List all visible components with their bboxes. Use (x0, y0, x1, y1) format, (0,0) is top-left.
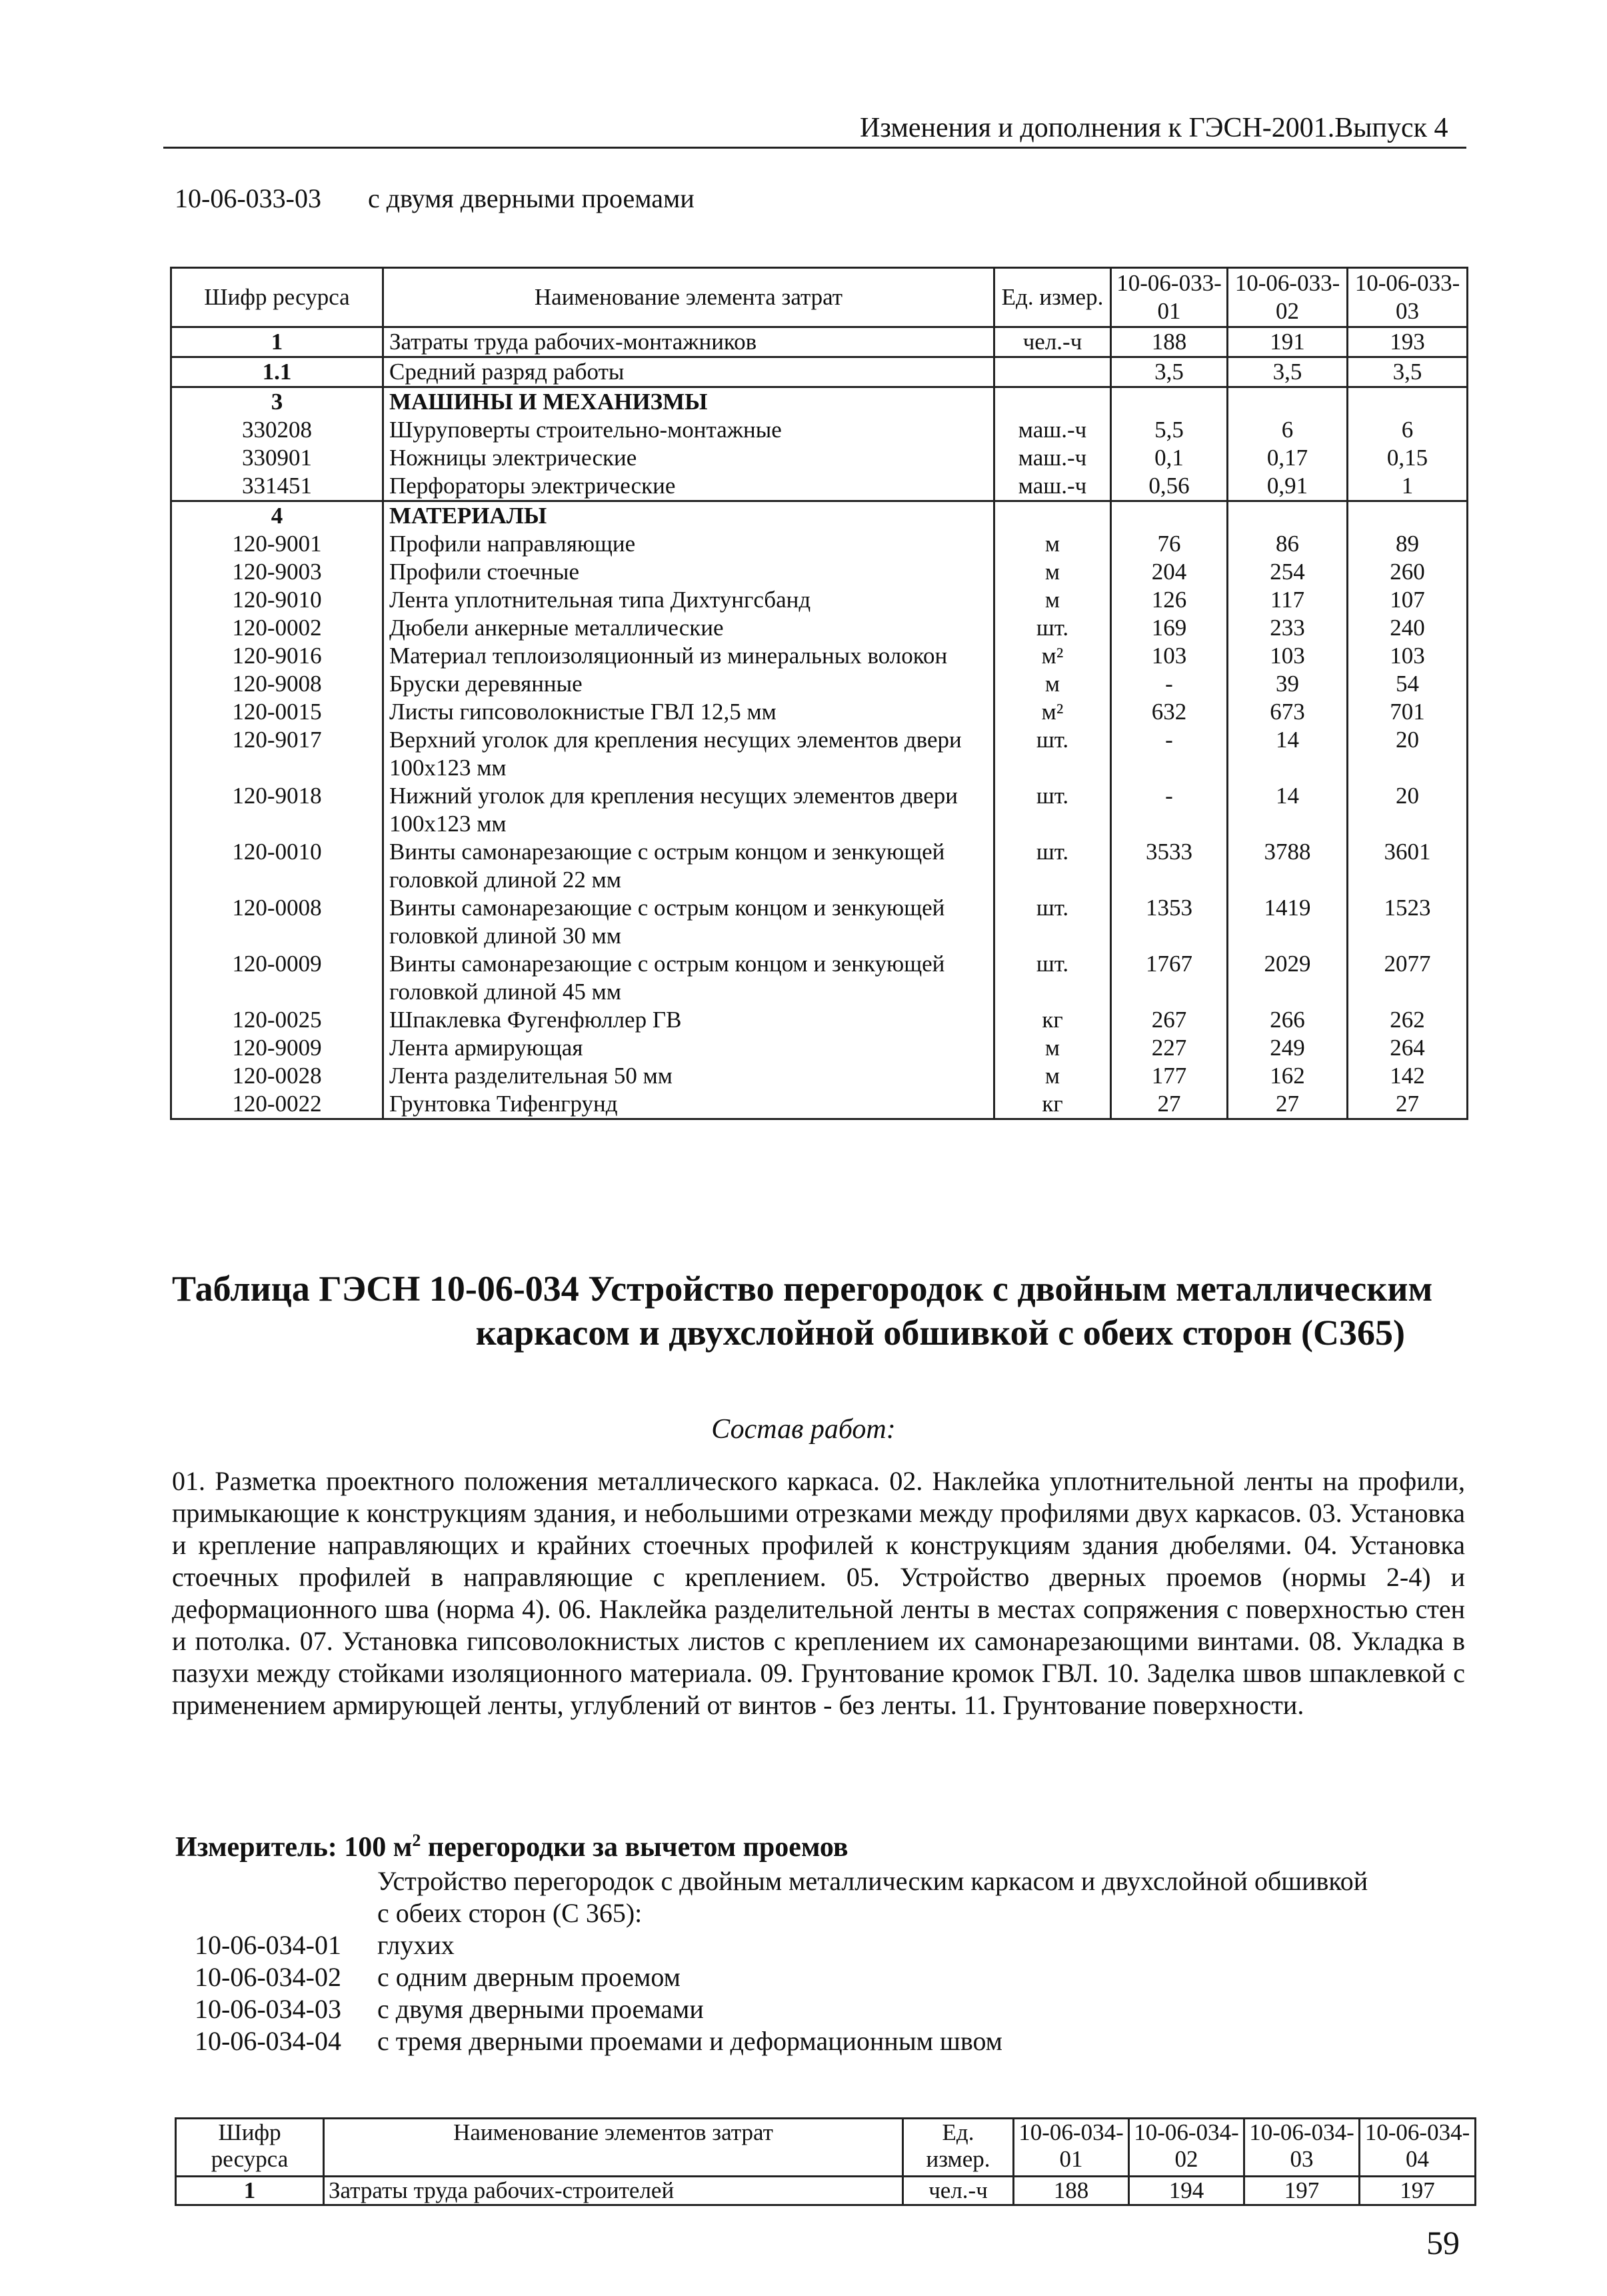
resource-value: 169 (1111, 614, 1228, 642)
resource-name: Профили стоечные (383, 558, 994, 586)
resource-code: 331451 (171, 472, 383, 501)
resource-code: 120-0010 (171, 838, 383, 894)
resource-name: Винты самонарезающие с острым концом и зенкующей головкой длиной 30 мм (383, 894, 994, 950)
column-header: 10-06-033-03 (1348, 268, 1468, 327)
resource-name: Шпаклевка Фугенфюллер ГВ (383, 1006, 994, 1034)
section-row (171, 501, 1468, 531)
resource-unit: м² (994, 642, 1111, 670)
resource-value: 27 (1348, 1090, 1468, 1119)
resource-code: 120-0028 (171, 1062, 383, 1090)
table-row (171, 950, 1468, 1006)
variant-description: с тремя дверными проемами и деформационным швом (377, 2026, 1002, 2056)
resource-value: 249 (1228, 1034, 1348, 1062)
resource-value: 89 (1348, 530, 1468, 558)
table-row (171, 782, 1468, 838)
measure-prefix: Измеритель: 100 м (175, 1832, 413, 1863)
composition-text: 01. Разметка проектного положения металлического каркаса. 02. Наклейка уплотнительной ленты на профили, примыкающие к конструкциям здания, и небольшими отрезками между профилями двух каркасов. 03. Установка и крепление направляющих и крайних стоечных профилей к конструкциям здания дюбелями. 04. Установка стоечных профилей в направляющие с креплением. 05. Устройство дверных проемов (нормы 2-4) и деформационного шва (норма 4). 06. Наклейка разделительной ленты в местах сопряжения с поверхностью стен и потолка. 07. Установка гипсоволокнистых листов с креплением их самонарезающими винтами. 08. Укладка в пазухи между стойками изоляционного материала. 09. Грунтование кромок ГВЛ. 10. Заделка швов шпаклевкой с применением армирующей ленты, углублений от винтов - без ленты. 11. Грунтование поверхности. (172, 1466, 1465, 1720)
resource-value: 254 (1228, 558, 1348, 586)
resource-name: Нижний уголок для крепления несущих элементов двери 100х123 мм (383, 782, 994, 838)
column-header: 10-06-033-01 (1111, 268, 1228, 327)
resource-value: 264 (1348, 1034, 1468, 1062)
resource-value: 0,17 (1228, 444, 1348, 472)
resource-value: 76 (1111, 530, 1228, 558)
resource-value: 3533 (1111, 838, 1228, 894)
resource-code: 3 (171, 387, 383, 417)
resource-unit: чел.-ч (903, 2177, 1014, 2205)
resource-value: 191 (1228, 327, 1348, 357)
variant-row (195, 2025, 1002, 2057)
resource-value: 1523 (1348, 894, 1468, 950)
resource-code: 120-9018 (171, 782, 383, 838)
measure-suffix: перегородки за вычетом проемов (421, 1832, 848, 1863)
table-row (171, 642, 1468, 670)
resource-value: 1419 (1228, 894, 1348, 950)
variant-row (195, 1929, 455, 1961)
table-row (171, 1006, 1468, 1034)
resource-name: Грунтовка Тифенгрунд (383, 1090, 994, 1119)
column-header: 10-06-033-02 (1228, 268, 1348, 327)
table-row (171, 1034, 1468, 1062)
resource-code: 1 (176, 2177, 324, 2205)
resource-unit: маш.-ч (994, 472, 1111, 501)
resource-value (1228, 387, 1348, 417)
resource-unit: маш.-ч (994, 444, 1111, 472)
resource-value: 27 (1228, 1090, 1348, 1119)
table-title-line: каркасом и двухслойной обшивкой с обеих сторон (С365) (475, 1313, 1405, 1353)
resource-value: 162 (1228, 1062, 1348, 1090)
resource-unit (994, 501, 1111, 531)
resource-name: Лента разделительная 50 мм (383, 1062, 994, 1090)
resource-unit: шт. (994, 726, 1111, 782)
variant-row (195, 1993, 704, 2025)
resource-table-033 (170, 267, 1468, 1120)
resource-value: 1 (1348, 472, 1468, 501)
column-header: 10-06-034-02 (1129, 2119, 1244, 2177)
resource-unit (994, 387, 1111, 417)
resource-unit: м (994, 530, 1111, 558)
resource-value: 86 (1228, 530, 1348, 558)
resource-code: 120-0002 (171, 614, 383, 642)
resource-value: 0,91 (1228, 472, 1348, 501)
resource-value (1228, 501, 1348, 531)
resource-unit: кг (994, 1090, 1111, 1119)
column-header: Наименование элемента затрат (383, 268, 994, 327)
resource-unit: м (994, 670, 1111, 698)
table-row (171, 586, 1468, 614)
resource-value (1111, 387, 1228, 417)
resource-code: 1.1 (171, 357, 383, 387)
resource-value: 188 (1111, 327, 1228, 357)
table-title-line: Таблица ГЭСН 10-06-034 Устройство перегородок с двойным металлическим (172, 1269, 1433, 1309)
resource-value: 14 (1228, 726, 1348, 782)
column-header: Ед. измер. (903, 2119, 1014, 2177)
resource-name: Лента уплотнительная типа Дихтунгсбанд (383, 586, 994, 614)
resource-value: 3,5 (1111, 357, 1228, 387)
resource-unit: шт. (994, 838, 1111, 894)
column-header: Ед. измер. (994, 268, 1111, 327)
resource-name: Профили направляющие (383, 530, 994, 558)
resource-value: 103 (1348, 642, 1468, 670)
header-rule (163, 147, 1466, 149)
resource-code: 120-9009 (171, 1034, 383, 1062)
table-row (171, 444, 1468, 472)
resource-value: 197 (1244, 2177, 1360, 2205)
resource-unit: шт. (994, 950, 1111, 1006)
variant-code: 10-06-034-03 (195, 1994, 341, 2024)
resource-value: 177 (1111, 1062, 1228, 1090)
resource-value: 0,15 (1348, 444, 1468, 472)
resource-name: Перфораторы электрические (383, 472, 994, 501)
resource-value: 117 (1228, 586, 1348, 614)
variants-intro: Устройство перегородок с двойным металлическим каркасом и двухслойной обшивкой с обеих сторон (С 365): (377, 1866, 1368, 1928)
variant-description: с двумя дверными проемами (368, 183, 695, 213)
resource-value: 0,1 (1111, 444, 1228, 472)
resource-value: 107 (1348, 586, 1468, 614)
resource-value: 6 (1348, 416, 1468, 444)
resource-code: 120-9010 (171, 586, 383, 614)
running-header: Изменения и дополнения к ГЭСН-2001.Выпуск 4 (860, 113, 1448, 143)
column-header: 10-06-034-03 (1244, 2119, 1360, 2177)
section-row (171, 387, 1468, 417)
resource-name: Дюбели анкерные металлические (383, 614, 994, 642)
resource-name: Бруски деревянные (383, 670, 994, 698)
table-row (171, 698, 1468, 726)
resource-value: 1767 (1111, 950, 1228, 1006)
page-number: 59 (1426, 2224, 1460, 2261)
resource-name: Шуруповерты строительно-монтажные (383, 416, 994, 444)
resource-code: 120-9008 (171, 670, 383, 698)
resource-unit: м (994, 586, 1111, 614)
resource-value: 14 (1228, 782, 1348, 838)
resource-value: 103 (1111, 642, 1228, 670)
resource-value: 204 (1111, 558, 1228, 586)
resource-name: Лента армирующая (383, 1034, 994, 1062)
resource-code: 120-0022 (171, 1090, 383, 1119)
resource-value: 701 (1348, 698, 1468, 726)
resource-code: 330208 (171, 416, 383, 444)
resource-value: 267 (1111, 1006, 1228, 1034)
resource-unit: шт. (994, 782, 1111, 838)
resource-name: МАТЕРИАЛЫ (383, 501, 994, 531)
resource-value: 197 (1360, 2177, 1476, 2205)
table-row (171, 726, 1468, 782)
resource-name: Затраты труда рабочих-монтажников (383, 327, 994, 357)
resource-value: 673 (1228, 698, 1348, 726)
resource-value: 188 (1014, 2177, 1129, 2205)
variant-code: 10-06-033-03 (175, 183, 321, 213)
resource-value: 54 (1348, 670, 1468, 698)
measure-line (175, 1831, 848, 1863)
resource-value: 260 (1348, 558, 1468, 586)
table-row (171, 472, 1468, 501)
table-row (171, 838, 1468, 894)
resource-value: 126 (1111, 586, 1228, 614)
resource-name: Листы гипсоволокнистые ГВЛ 12,5 мм (383, 698, 994, 726)
table-row (171, 530, 1468, 558)
resource-table-034 (175, 2117, 1476, 2206)
variant-description: с двумя дверными проемами (377, 1994, 704, 2024)
resource-name: Винты самонарезающие с острым концом и зенкующей головкой длиной 22 мм (383, 838, 994, 894)
resource-value (1348, 501, 1468, 531)
resource-value: 233 (1228, 614, 1348, 642)
resource-value: 3601 (1348, 838, 1468, 894)
variant-description: глухих (377, 1930, 455, 1960)
resource-code: 120-9003 (171, 558, 383, 586)
resource-name: Ножницы электрические (383, 444, 994, 472)
table-row (171, 1090, 1468, 1119)
resource-value: - (1111, 782, 1228, 838)
resource-value: 262 (1348, 1006, 1468, 1034)
resource-code: 4 (171, 501, 383, 531)
composition-heading: Состав работ: (711, 1414, 896, 1445)
resource-value: - (1111, 670, 1228, 698)
resource-value: 3788 (1228, 838, 1348, 894)
measure-sup: 2 (412, 1831, 421, 1850)
resource-value: 6 (1228, 416, 1348, 444)
resource-value: 103 (1228, 642, 1348, 670)
resource-code: 120-9016 (171, 642, 383, 670)
variant-row (195, 1961, 681, 1993)
resource-value: 194 (1129, 2177, 1244, 2205)
table-header-row (171, 268, 1468, 327)
resource-value: 2029 (1228, 950, 1348, 1006)
resource-name: МАШИНЫ И МЕХАНИЗМЫ (383, 387, 994, 417)
table-row (171, 416, 1468, 444)
resource-value: 632 (1111, 698, 1228, 726)
resource-value: 142 (1348, 1062, 1468, 1090)
resource-value: 2077 (1348, 950, 1468, 1006)
table-header-row (176, 2119, 1476, 2177)
resource-name: Винты самонарезающие с острым концом и зенкующей головкой длиной 45 мм (383, 950, 994, 1006)
column-header: 10-06-034-04 (1360, 2119, 1476, 2177)
resource-value: 0,56 (1111, 472, 1228, 501)
variant-code: 10-06-034-01 (195, 1930, 341, 1960)
resource-value: 193 (1348, 327, 1468, 357)
resource-code: 120-0008 (171, 894, 383, 950)
resource-value: 3,5 (1348, 357, 1468, 387)
column-header: Шифр ресурса (171, 268, 383, 327)
resource-value: 20 (1348, 726, 1468, 782)
table-row (171, 357, 1468, 387)
resource-unit: м² (994, 698, 1111, 726)
resource-code: 120-9017 (171, 726, 383, 782)
resource-name: Затраты труда рабочих-строителей (324, 2177, 903, 2205)
table-row (176, 2177, 1476, 2205)
resource-value: 39 (1228, 670, 1348, 698)
variant-code: 10-06-034-02 (195, 1962, 341, 1992)
resource-unit: чел.-ч (994, 327, 1111, 357)
resource-name: Материал теплоизоляционный из минеральных волокон (383, 642, 994, 670)
resource-value: 227 (1111, 1034, 1228, 1062)
resource-unit: кг (994, 1006, 1111, 1034)
resource-value (1348, 387, 1468, 417)
table-row (171, 894, 1468, 950)
resource-value: 5,5 (1111, 416, 1228, 444)
resource-code: 330901 (171, 444, 383, 472)
resource-code: 120-9001 (171, 530, 383, 558)
resource-unit: м (994, 1062, 1111, 1090)
resource-unit (994, 357, 1111, 387)
resource-unit: м (994, 558, 1111, 586)
resource-code: 120-0025 (171, 1006, 383, 1034)
resource-unit: маш.-ч (994, 416, 1111, 444)
resource-value: 20 (1348, 782, 1468, 838)
resource-name: Средний разряд работы (383, 357, 994, 387)
table-row (171, 327, 1468, 357)
column-header: 10-06-034-01 (1014, 2119, 1129, 2177)
table-row (171, 558, 1468, 586)
resource-code: 120-0015 (171, 698, 383, 726)
column-header: Шифр ресурса (176, 2119, 324, 2177)
table-row (171, 614, 1468, 642)
resource-value: - (1111, 726, 1228, 782)
table-body (171, 327, 1468, 1119)
table-title (172, 1267, 1472, 1355)
resource-unit: шт. (994, 614, 1111, 642)
resource-value (1111, 501, 1228, 531)
resource-unit: шт. (994, 894, 1111, 950)
resource-value: 266 (1228, 1006, 1348, 1034)
variant-code: 10-06-034-04 (195, 2026, 341, 2056)
resource-code: 120-0009 (171, 950, 383, 1006)
table-row (171, 1062, 1468, 1090)
resource-value: 240 (1348, 614, 1468, 642)
variant-description: с одним дверным проемом (377, 1962, 681, 1992)
resource-code: 1 (171, 327, 383, 357)
resource-value: 27 (1111, 1090, 1228, 1119)
resource-value: 3,5 (1228, 357, 1348, 387)
resource-name: Верхний уголок для крепления несущих элементов двери 100х123 мм (383, 726, 994, 782)
column-header: Наименование элементов затрат (324, 2119, 903, 2177)
resource-unit: м (994, 1034, 1111, 1062)
resource-value: 1353 (1111, 894, 1228, 950)
table-row (171, 670, 1468, 698)
